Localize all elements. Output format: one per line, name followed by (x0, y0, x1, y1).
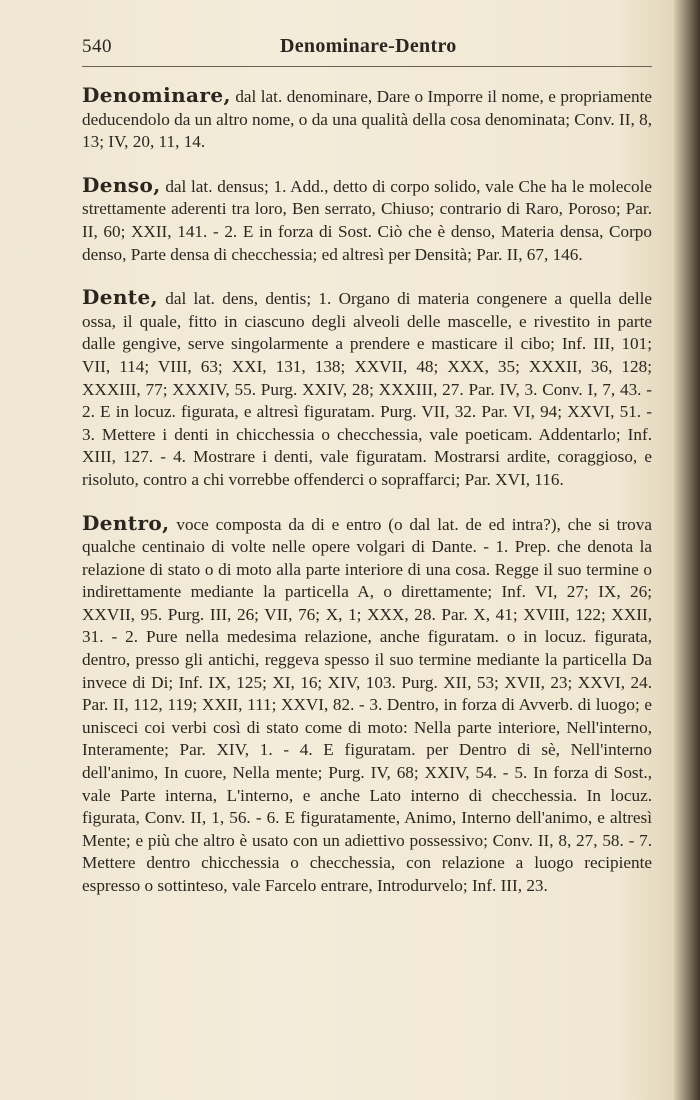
headword: Denso, (82, 172, 161, 197)
entry-body: dal lat. denominare, Dare o Imporre il nome, e propriamente deducendolo da un altro nome, o da una qualità della cosa denominata; Conv. II, 8, 13; IV, 20, 11, 14. (82, 87, 653, 152)
headword: Denominare, (82, 83, 231, 107)
dictionary-entries (82, 84, 652, 918)
entry-denominare (82, 84, 652, 154)
entry-dentro (82, 512, 652, 898)
entry-body: voce composta da di e entro (o dal lat. de ed intra?), che si trova qualche centinaio di volte nelle opere volgari di Dante. - 1. Prep. che denota la relazione di stato o di moto alla parte interiore di una cosa. Regge il suo termine o indirettamente mediante la particella A, o direttamente; Inf. VI, 27; IX, 26; XXVII, 95. Purg. III, 26; VII, 76; X, 1; XXX, 28. Par. X, 41; XVIII, 122; XXII, 31. - 2. Pure nella medesima relazione, anche figuratam. o in locuz. figurata, dentro, presso gli antichi, reggeva spesso il suo termine mediante la particella Da invece di Di; Inf. IX, 125; XI, 16; XIV, 103. Purg. XII, 53; XVII, 23; XXVI, 24. Par. II, 112, 119; XXII, 111; XXVI, 82. - 3. Dentro, in forza di Avverb. di luogo; e unisceci coi verbi così di stato come di moto: Nella parte interiore, Nell'interno, Interamente; Par. XIV, 1. - 4. E figuratam. per Dentro di sè, Nell'interno dell'animo, In cuore, Nella mente; Purg. IV, 68; XXIV, 54. - 5. In forza di Sost., vale Parte interna, L'interno, e anche Lato interno di checchessia. In locuz. figurata, Conv. II, 1, 56. - 6. E figuratamente, Animo, Interno dell'animo, e altresì Mente; e più che altro è usato con un adiettivo possessivo; Conv. II, 8, 27, 58. - 7. Mettere dentro chicchessia o checchessia, con relazione a luogo recipiente espresso o sottinteso, vale Farcelo entrare, Introdurvelo; Inf. III, 23. (82, 514, 652, 895)
book-spine-edge (674, 0, 700, 1100)
headword: Dentro, (82, 510, 170, 535)
headword: Dente, (82, 285, 158, 310)
running-title: Denominare-Dentro (280, 35, 457, 57)
header-rule (82, 66, 652, 67)
entry-body: dal lat. densus; 1. Add., detto di corpo solido, vale Che ha le molecole strettamente aderenti tra loro, Ben serrato, Chiuso; contrario di Raro, Poroso; Par. II, 60; XXII, 141. - 2. E in forza di Sost. Ciò che è denso, Materia densa, Corpo denso, Parte densa di checchessia; ed altresì per Densità; Par. II, 67, 146. (82, 176, 653, 264)
entry-body: dal lat. dens, dentis; 1. Organo di materia congenere a quella delle ossa, il quale, fitto in ciascuno degli alveoli delle mascelle, e rivestito in parte dalle gengive, serve singolarmente a prendere e masticare il cibo; Inf. III, 101; VII, 114; VIII, 63; XXI, 131, 138; XXVII, 48; XXX, 35; XXXII, 36, 128; XXXIII, 77; XXXIV, 55. Purg. XXIV, 28; XXXIII, 27. Par. IV, 3. Conv. I, 7, 43. - 2. E in locuz. figurata, e altresì figuratam. Purg. VII, 32. Par. VI, 94; XXVI, 51. - 3. Mettere i denti in chicchessia o checchessia, vale poeticam. Addentarlo; Inf. XIII, 127. - 4. Mostrare i denti, vale figuratam. Mostrarsi ardite, coraggioso, e risoluto, contro a chi vorrebbe offenderci o sopraffarci; Par. XVI, 116. (82, 289, 652, 489)
page-number: 540 (82, 36, 112, 57)
entry-denso (82, 174, 652, 266)
entry-dente (82, 286, 652, 491)
